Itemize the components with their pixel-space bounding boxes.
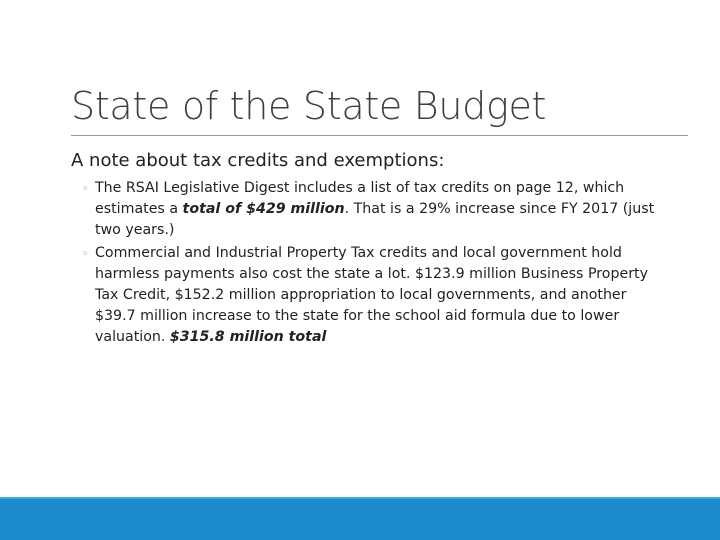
footer-bar <box>0 497 720 540</box>
lead-text: A note about tax credits and exemptions: <box>71 150 445 171</box>
bullet-circle-icon: ◦ <box>82 182 89 195</box>
title-divider <box>71 135 688 136</box>
bullet-emphasis: total of $429 million <box>182 201 345 217</box>
slide-body <box>71 148 671 350</box>
footer-bar-highlight <box>0 497 720 499</box>
bullet-item-property-tax <box>82 243 671 348</box>
slide-title: State of the State Budget <box>71 84 547 128</box>
bullet-circle-icon: ◦ <box>82 247 89 260</box>
bullet-list <box>71 178 671 348</box>
bullet-text: The RSAI Legislative Digest includes a list of tax credits on page 12, which estimates a <box>95 180 625 217</box>
bullet-item-tax-credits <box>82 178 671 241</box>
bullet-text: . That is a 29% increase since FY 2017 (just two years.) <box>95 201 655 238</box>
bullet-emphasis: $315.8 million total <box>169 329 327 345</box>
bullet-text: Commercial and Industrial Property Tax credits and local government hold harmless payments also cost the state a lot. $123.9 million Business Property Tax Credit, $152.2 million appropriation to local governments, and another $39.7 million increase to the state for the school aid formula due to lower valuation. <box>95 245 648 345</box>
